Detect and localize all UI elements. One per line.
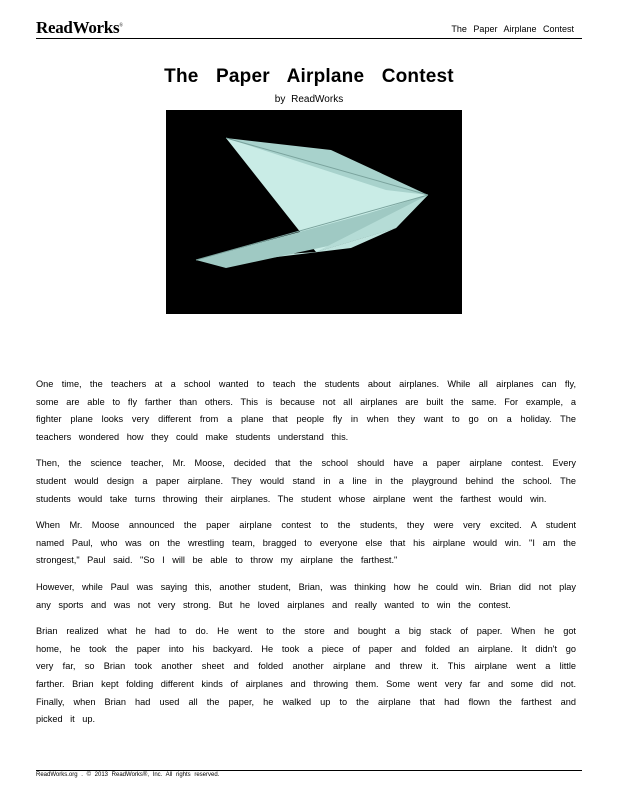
- article-byline: by ReadWorks: [274, 94, 344, 105]
- header-divider: [36, 38, 582, 39]
- article-body: [36, 376, 576, 738]
- registered-mark: ®: [119, 23, 123, 29]
- paragraph-3: When Mr. Moose announced the paper airplane contest to the students, they were very excited. A student named Paul, who was on the wrestling team, bragged to everyone else that his airplane would win. "I am the strongest," Paul said. "So I will be able to throw my airplane the farthest.": [36, 520, 576, 566]
- paragraph-2: Then, the science teacher, Mr. Moose, decided that the school should have a paper airplane contest. Every student would design a paper airplane. They would stand in a line in the playground behind the school. The students would take turns throwing their airplanes. The student whose airplane went the farthest would win.: [36, 458, 576, 504]
- paragraph-5: Brian realized what he had to do. He went to the store and bought a big stack of paper. When he got home, he took the paper into his backyard. He took a piece of paper and folded an airplane. It didn't go very far, so Brian took another sheet and folded another airplane and threw it. This airplane went a little farther. Brian kept folding different kinds of airplanes and throwing them. Some went very far and some did not. Finally, when Brian had used all the paper, he walked up to the airplane that had flown the farthest and picked it up.: [36, 626, 576, 725]
- footer-divider: [36, 770, 582, 771]
- article-title: The Paper Airplane Contest: [164, 66, 454, 87]
- paragraph-1: One time, the teachers at a school wanted to teach the students about airplanes. While all airplanes can fly, some are able to fly farther than others. This is because not all airplanes are built the same. For example, a fighter plane looks very different from a plane that people fly in when they want to go on a holiday. The teachers wondered how they could make students understand this.: [36, 379, 576, 442]
- paper-airplane-illustration: [166, 110, 462, 314]
- paragraph-4: However, while Paul was saying this, another student, Brian, was thinking how he could win. Brian did not play any sports and was not very strong. But he loved airplanes and really wanted to win the contest.: [36, 581, 576, 610]
- header-title: The Paper Airplane Contest: [451, 24, 574, 34]
- footer-copyright: ReadWorks.org . © 2013 ReadWorks®, Inc. All rights reserved.: [36, 772, 220, 778]
- paper-airplane-photo: [166, 110, 462, 314]
- readworks-logo: ReadWorks®: [36, 18, 123, 37]
